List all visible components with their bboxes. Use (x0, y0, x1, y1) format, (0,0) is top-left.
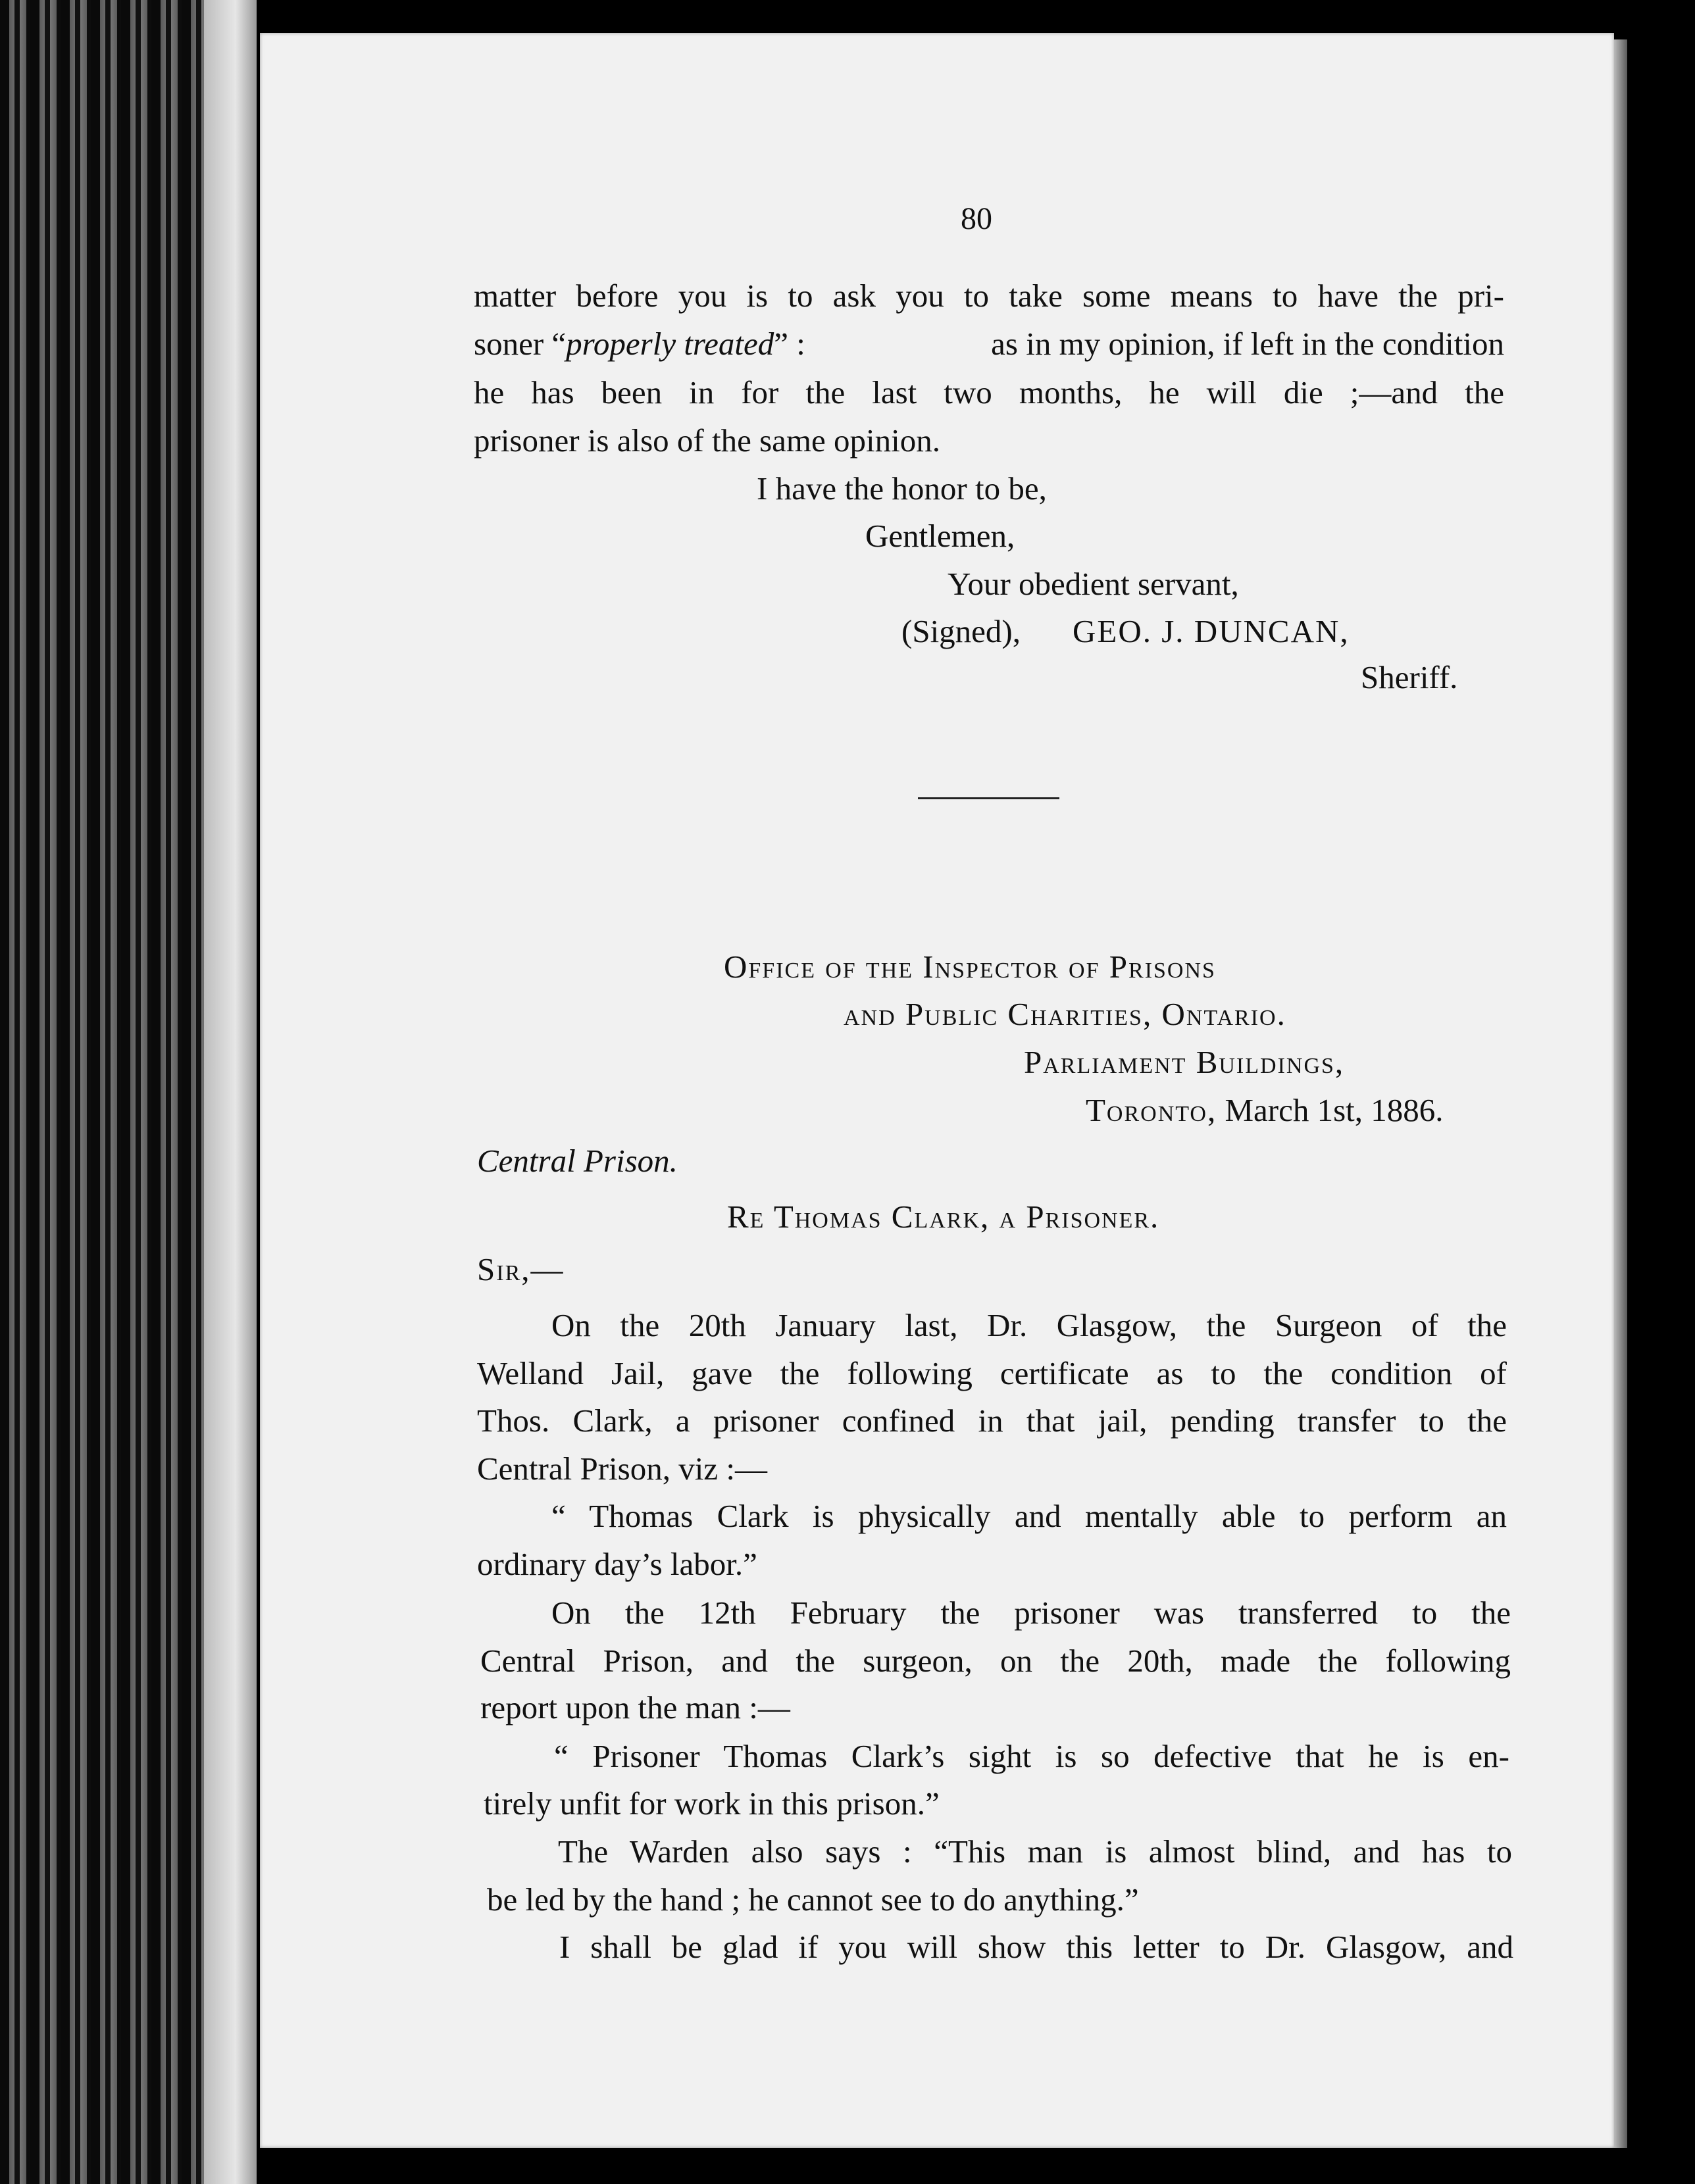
signed-label: (Signed), (901, 613, 1021, 649)
addressee: Central Prison. (477, 1143, 678, 1179)
body-line-8: Central Prison, and the surgeon, on the 20th, made the following (480, 1643, 1511, 1679)
office-header-line-2: and Public Charities, Ontario. (844, 996, 1286, 1032)
body-line-5: “ Thomas Clark is physically and mentally able to perform an (551, 1498, 1507, 1534)
book-page-edges (0, 0, 257, 2184)
greeting: Sir,— (477, 1251, 565, 1287)
page-number: 80 (961, 201, 992, 236)
body-line-13: be led by the hand ; he cannot see to do anything.” (487, 1881, 1139, 1918)
signature-name: GEO. J. DUNCAN, (1073, 613, 1350, 649)
sheriff-title: Sheriff. (1361, 659, 1458, 695)
letter-line-3: he has been in for the last two months, he will die ;—and the (474, 374, 1504, 410)
body-line-9: report upon the man :— (480, 1689, 790, 1725)
letter-line-2-end: as in my opinion, if left in the condition (991, 326, 1504, 362)
place-name: Toronto, (1086, 1092, 1217, 1128)
obedient-servant: Your obedient servant, (948, 566, 1239, 602)
section-divider (918, 797, 1059, 799)
letter-line-2 (474, 324, 1504, 364)
body-line-2: Welland Jail, gave the following certificate as to the condition of (477, 1355, 1507, 1391)
closing-line: I have the honor to be, (757, 470, 1047, 507)
salutation: Gentlemen, (865, 518, 1015, 554)
body-line-3: Thos. Clark, a prisoner confined in that jail, pending transfer to the (477, 1402, 1507, 1439)
office-header-date-line (1086, 1091, 1444, 1130)
letter-line-2-start: soner “properly treated” : (474, 326, 805, 362)
body-line-7: On the 12th February the prisoner was transferred to the (551, 1595, 1511, 1631)
office-header-line-1: Office of the Inspector of Prisons (724, 949, 1216, 985)
office-header-line-3: Parliament Buildings, (1024, 1044, 1345, 1080)
letter-line-4: prisoner is also of the same opinion. (474, 422, 941, 459)
letter-subject: Re Thomas Clark, a Prisoner. (727, 1199, 1160, 1235)
letter-date: March 1st, 1886. (1225, 1092, 1444, 1128)
body-line-14: I shall be glad if you will show this letter to Dr. Glasgow, and (559, 1929, 1513, 1965)
page-right-edge (1614, 39, 1627, 2148)
body-line-1: On the 20th January last, Dr. Glasgow, the Surgeon of the (551, 1307, 1507, 1343)
body-line-10: “ Prisoner Thomas Clark’s sight is so defective that he is en- (554, 1738, 1509, 1774)
body-line-4: Central Prison, viz :— (477, 1451, 767, 1487)
properly-treated-phrase: properly treated (566, 326, 774, 362)
body-line-11: tirely unfit for work in this prison.” (484, 1785, 940, 1822)
letter-line-1: matter before you is to ask you to take some means to have the pri- (474, 278, 1504, 314)
body-line-12: The Warden also says : “This man is almost blind, and has to (558, 1833, 1512, 1870)
body-line-6: ordinary day’s labor.” (477, 1546, 757, 1582)
